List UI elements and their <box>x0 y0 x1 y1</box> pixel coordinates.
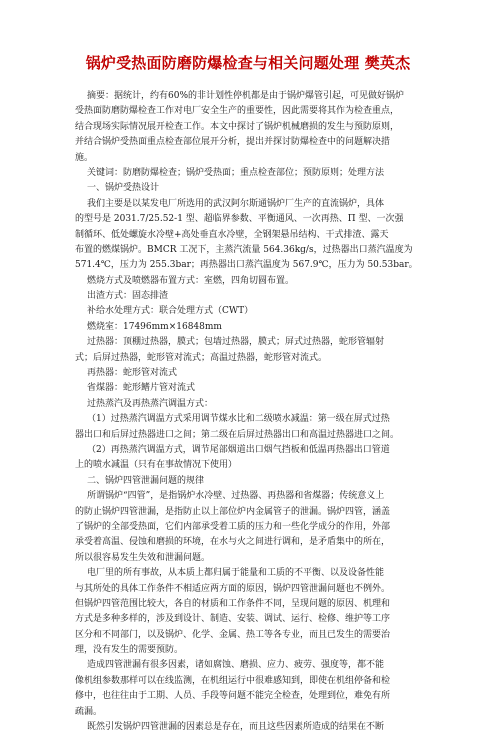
text-line: 再热器：蛇形管对流式 <box>87 368 178 379</box>
document-body <box>75 89 426 735</box>
text-line: 二、锅炉四管泄漏问题的规律 <box>87 475 205 486</box>
text-line: 式；后屏过热器，蛇形管对流式；高温过热器，蛇形管对流式。 <box>75 352 328 363</box>
text-line: 受热面防磨防爆检查工作对电厂安全生产的重要性，因此需要将其作为检查重点， <box>75 106 400 117</box>
text-line: 但锅炉四管范围比较大，各自的材质和工作条件不同，呈现问题的原因、机理和 <box>75 598 391 609</box>
text-line: 了锅炉的全部受热面，它们内部承受着工质的压力和一些化学成分的作用，外部 <box>75 521 391 532</box>
text-line: 与其所处的具体工作条件不相适应两方面的原因，锅炉四管泄漏问题也不例外。 <box>75 583 391 594</box>
text-line: 所以很容易发生失效和泄漏问题。 <box>75 552 211 563</box>
text-line: 器出口和后屏过热器进口之间；第二级在后屏过热器出口和高温过热器进口之间。 <box>75 429 400 440</box>
text-line: 补给水处理方式：联合处理方式（CWT） <box>87 306 254 317</box>
text-line: 所谓锅炉“四管”，是指锅炉水冷壁、过热器、再热器和省煤器；传统意义上 <box>87 491 385 502</box>
text-line: （2）再热蒸汽调温方式，调节尾部烟道出口烟气挡板和低温再热器出口管道 <box>87 444 390 455</box>
text-line: 出渣方式：固态排渣 <box>87 291 169 302</box>
text-line: 的防止锅炉四管泄漏，是指防止以上部位炉内金属管子的泄漏。锅炉四管，涵盖 <box>75 506 391 517</box>
text-line: （1）过热蒸汽调温方式采用调节煤水比和二级喷水减温：第一级在屏式过热 <box>87 414 390 425</box>
text-line: 燃烧方式及喷燃器布置方式：室燃，四角切圆布置。 <box>87 275 295 286</box>
text-line: 造成四管泄漏有很多因素，诸如腐蚀、磨损、应力、疲劳、强度等，都不能 <box>87 660 385 671</box>
text-line: 方式是多种多样的，涉及到设计、制造、安装、调试、运行、检修、维护等工序 <box>75 614 391 625</box>
text-line: 布置的燃煤锅炉。BMCR 工况下，主蒸汽流量 564.36kg/s，过热器出口蒸汽温度为 <box>75 244 413 255</box>
text-line: 制循环、低处螺旋水冷壁+高处垂直水冷壁，全钢架悬吊结构、干式排渣、露天 <box>75 229 389 240</box>
text-line: 省煤器：蛇形鳍片管对流式 <box>87 383 196 394</box>
text-line: 疏漏。 <box>75 706 103 717</box>
text-line: 上的喷水减温（只有在事故情况下使用） <box>75 460 238 471</box>
text-line: 的型号是 2031.7/25.52-1 型、超临界参数、平衡通风、一次再热、Π 型、一次强 <box>75 214 404 225</box>
text-line: 过热器：顶棚过热器，膜式；包墙过热器，膜式；屏式过热器，蛇形管辐射 <box>87 337 385 348</box>
text-line: 关键词：防磨防爆检查；锅炉受热面；重点检查部位；预防原则；处理方法 <box>87 167 385 178</box>
text-line: 区分和不同部门，以及锅炉、化学、金属、热工等各专业，而且已发生的需要治 <box>75 629 391 640</box>
document-title: 锅炉受热面防磨防爆检查与相关问题处理 樊英杰 <box>85 54 411 72</box>
text-line: 结合现场实际情况展开检查工作。本文中探讨了锅炉机械磨损的发生与预防原则， <box>75 121 400 132</box>
text-line: 过热蒸汽及再热蒸汽调温方式： <box>87 398 214 409</box>
text-line: 修中，也往往由于工期、人员、手段等问题不能完全检查，处理到位，难免有所 <box>75 691 391 702</box>
text-line: 我们主要是以某发电厂所选用的武汉阿尔斯通锅炉厂生产的直流锅炉，具体 <box>87 198 385 209</box>
text-line: 施。 <box>75 152 94 163</box>
text-line: 一、锅炉受热设计 <box>87 183 160 194</box>
text-line: 既然引发锅炉四管泄漏的因素总是存在，而且这些因素所造成的结果在不断 <box>87 722 385 733</box>
text-line: 燃烧室：17496mm×16848mm <box>87 321 222 332</box>
text-line: 并结合锅炉受热面重点检查部位展开分析，提出并探讨防爆检查中的问题解决措 <box>75 137 391 148</box>
text-line: 电厂里的所有事故，从本质上都归属于能量和工质的不平衡、以及设备性能 <box>87 568 385 579</box>
text-line: 承受着高温、侵蚀和磨损的环境，在水与火之间进行调和，是矛盾集中的所在， <box>75 537 391 548</box>
text-line: 理，没有发生的需要预防。 <box>75 645 184 656</box>
text-line: 像机组参数那样可以在线监测，在机组运行中很难感知到，即使在机组停备和检 <box>75 675 391 686</box>
text-line: 摘要：据统计，约有60%的非计划性停机都是由于锅炉爆管引起，可见做好锅炉 <box>87 91 405 101</box>
text-line: 571.4℃，压力为 255.3bar；再热器出口蒸汽温度为 567.9℃，压力为 50.53bar。 <box>75 260 418 271</box>
